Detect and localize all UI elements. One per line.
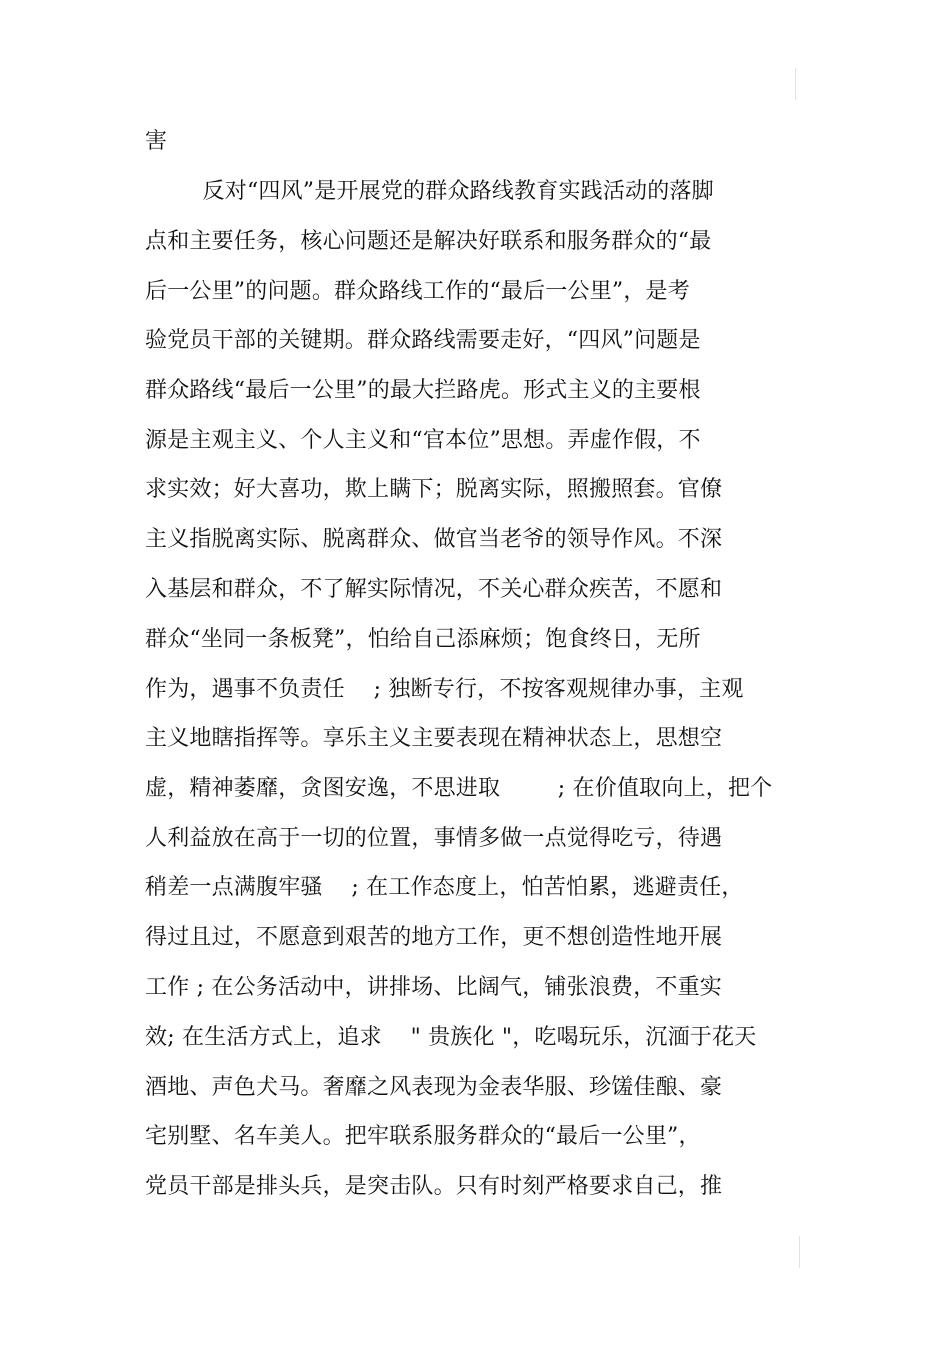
text-line: 验党员干部的关键期。群众路线需要走好，“四风”问题是 <box>145 328 701 353</box>
text-line: 后一公里”的问题。群众路线工作的“最后一公里”，是考 <box>145 279 690 304</box>
text-line: 主义地瞎指挥等。享乐主义主要表现在精神状态上，思想空 <box>145 726 723 751</box>
text-line: 效; 在生活方式上，追求 " 贵族化 "，吃喝玩乐，沉湎于花天 <box>145 1025 757 1050</box>
text-line: 入基层和群众，不了解实际情况，不关心群众疾苦，不愿和 <box>145 577 723 602</box>
text-line: 作为，遇事不负责任 ; 独断专行，不按客观规律办事，主观 <box>145 677 744 702</box>
text-line: 群众路线“最后一公里”的最大拦路虎。形式主义的主要根 <box>145 378 701 403</box>
text-line: 宅别墅、名车美人。把牢联系服务群众的“最后一公里”， <box>145 1124 701 1149</box>
text-line: 害 <box>145 129 168 154</box>
text-line: 群众“坐同一条板凳”，怕给自己添麻烦；饱食终日，无所 <box>145 627 701 652</box>
text-line: 稍差一点满腹牢骚 ; 在工作态度上，怕苦怕累，逃避责任， <box>145 875 744 900</box>
text-line: 反对“四风”是开展党的群众路线教育实践活动的落脚 <box>145 179 714 204</box>
text-line: 求实效；好大喜功，欺上瞒下；脱离实际，照搬照套。官僚 <box>145 477 723 502</box>
text-line: 党员干部是排头兵，是突击队。只有时刻严格要求自己，推 <box>145 1174 723 1199</box>
text-line: 主义指脱离实际、脱离群众、做官当老爷的领导作风。不深 <box>145 527 723 552</box>
text-line: 点和主要任务，核心问题还是解决好联系和服务群众的“最 <box>145 229 712 254</box>
text-line: 酒地、声色犬马。奢靡之风表现为金表华服、珍馐佳酿、豪 <box>145 1075 723 1100</box>
text-line: 工作 ; 在公务活动中，讲排场、比阔气，铺张浪费，不重实 <box>145 975 723 1000</box>
text-line: 人利益放在高于一切的位置，事情多做一点觉得吃亏，待遇 <box>145 826 723 851</box>
text-line: 源是主观主义、个人主义和“官本位”思想。弄虚作假，不 <box>145 428 701 453</box>
text-line: 虚，精神萎靡，贪图安逸，不思进取 ; 在价值取向上，把个 <box>145 776 773 801</box>
text-line: 得过且过，不愿意到艰苦的地方工作，更不想创造性地开展 <box>145 925 723 950</box>
